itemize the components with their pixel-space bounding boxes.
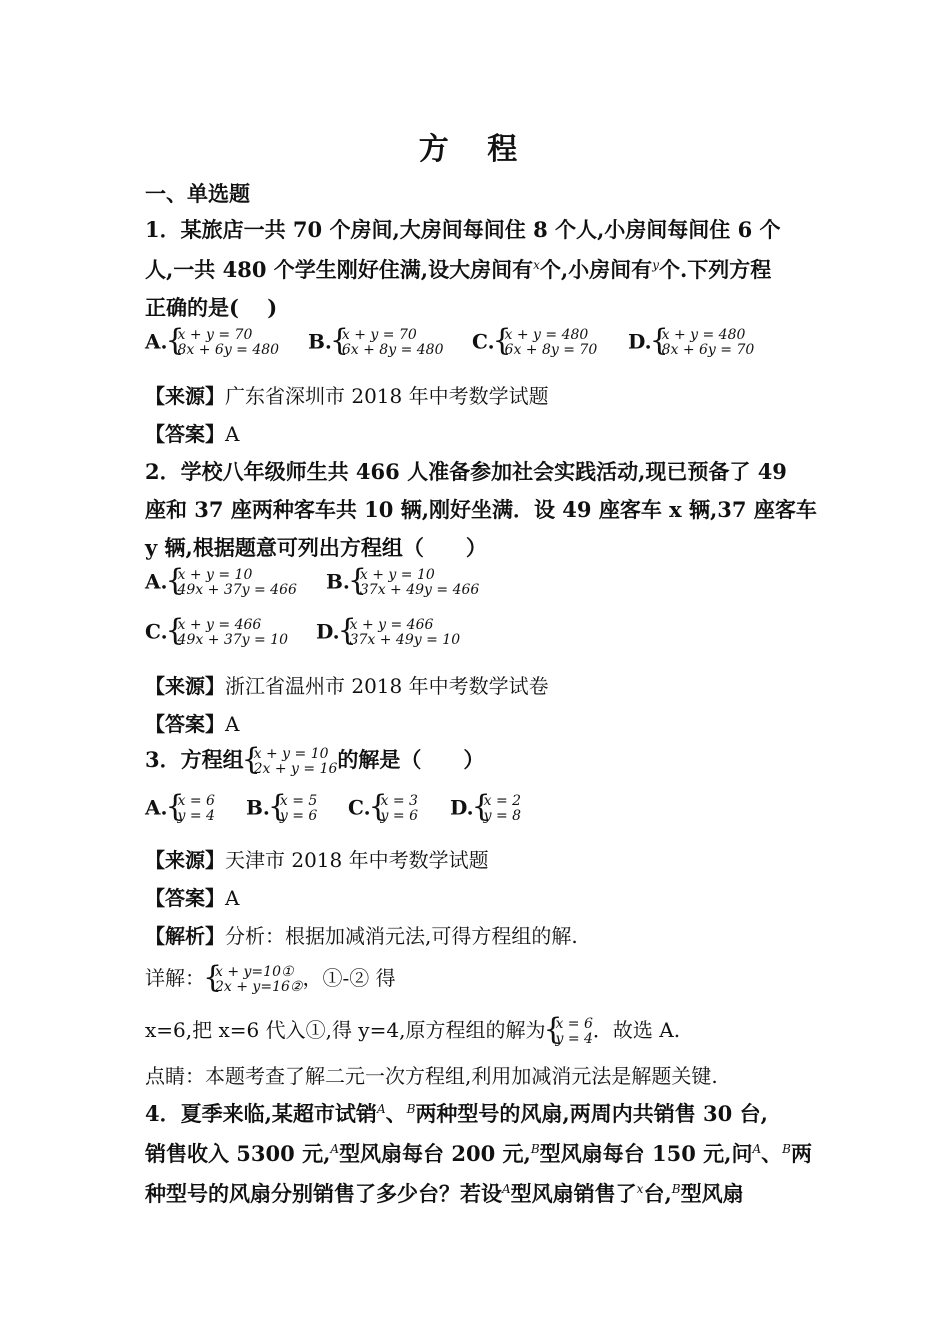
q2-line3: y 辆,根据题意可列出方程组（ ） <box>145 535 487 560</box>
q1-source: 【来源】广东省深圳市 2018 年中考数学试题 <box>145 384 549 408</box>
q3-source: 【来源】天津市 2018 年中考数学试题 <box>145 848 489 872</box>
q4-line1: 4．夏季来临,某超市试销$^A$、$^B$两种型号的风扇,两周内共销售 30 台, <box>145 1101 768 1126</box>
q4-line2: 销售收入 5300 元,$^A$型风扇每台 200 元,$^B$型风扇每台 150 元,问$^A$、$^B$两 <box>145 1141 812 1166</box>
q4-line3: 种型号的风扇分别销售了多少台？若设$^A$型风扇销售了$^x$台,$^B$型风扇 <box>145 1181 744 1206</box>
q3-stem: 3．方程组 { x + y = 10 2x + y = 16 的解是（ ） <box>145 744 484 777</box>
q2-option-b[interactable]: B. { x + y = 10 37x + 49y = 466 <box>326 568 479 598</box>
page-title: 方 程 <box>418 132 532 167</box>
q1-option-a[interactable]: A. { x + y = 70 8x + 6y = 480 <box>145 328 279 358</box>
q3-option-c[interactable]: C. { x = 3 y = 6 <box>348 794 418 824</box>
q2-line1: 2．学校八年级师生共 466 人准备参加社会实践活动,现已预备了 49 <box>145 459 787 484</box>
section-heading: 一、单选题 <box>145 181 250 206</box>
q3-solution: x=6,把 x=6 代入①,得 y=4,原方程组的解为 { x = 6 y = 4 ．故选 A. <box>145 1014 680 1047</box>
q1-option-b[interactable]: B. { x + y = 70 6x + 8y = 480 <box>308 328 443 358</box>
q2-source: 【来源】浙江省温州市 2018 年中考数学试卷 <box>145 674 549 698</box>
q1-line1: 1．某旅店一共 70 个房间,大房间每间住 8 个人,小房间每间住 6 个 <box>145 217 781 242</box>
q3-option-a[interactable]: A. { x = 6 y = 4 <box>145 794 215 824</box>
q3-comment: 点睛：本题考查了解二元一次方程组,利用加减消元法是解题关键. <box>145 1064 718 1088</box>
q2-answer: 【答案】A <box>145 712 240 736</box>
q2-option-d[interactable]: D. { x + y = 466 37x + 49y = 10 <box>316 618 460 648</box>
q3-detail: 详解： { x + y=10① 2x + y=16② ，①-② 得 <box>145 962 396 995</box>
q2-line2: 座和 37 座两种客车共 10 辆,刚好坐满．设 49 座客车 x 辆,37 座客车 <box>145 497 817 522</box>
q1-line2: 人,一共 480 个学生刚好住满,设大房间有$^x$个,小房间有$^y$个.下列方程 <box>145 257 772 282</box>
q1-option-c[interactable]: C. { x + y = 480 6x + 8y = 70 <box>472 328 597 358</box>
q2-option-a[interactable]: A. { x + y = 10 49x + 37y = 466 <box>145 568 297 598</box>
q3-analysis: 【解析】分析：根据加减消元法,可得方程组的解. <box>145 924 578 948</box>
q2-option-c[interactable]: C. { x + y = 466 49x + 37y = 10 <box>145 618 288 648</box>
q1-line3: 正确的是( ) <box>145 295 278 320</box>
q1-answer: 【答案】A <box>145 422 240 446</box>
q3-option-b[interactable]: B. { x = 5 y = 6 <box>246 794 317 824</box>
q3-option-d[interactable]: D. { x = 2 y = 8 <box>450 794 521 824</box>
q1-option-d[interactable]: D. { x + y = 480 8x + 6y = 70 <box>628 328 754 358</box>
q3-answer: 【答案】A <box>145 886 240 910</box>
